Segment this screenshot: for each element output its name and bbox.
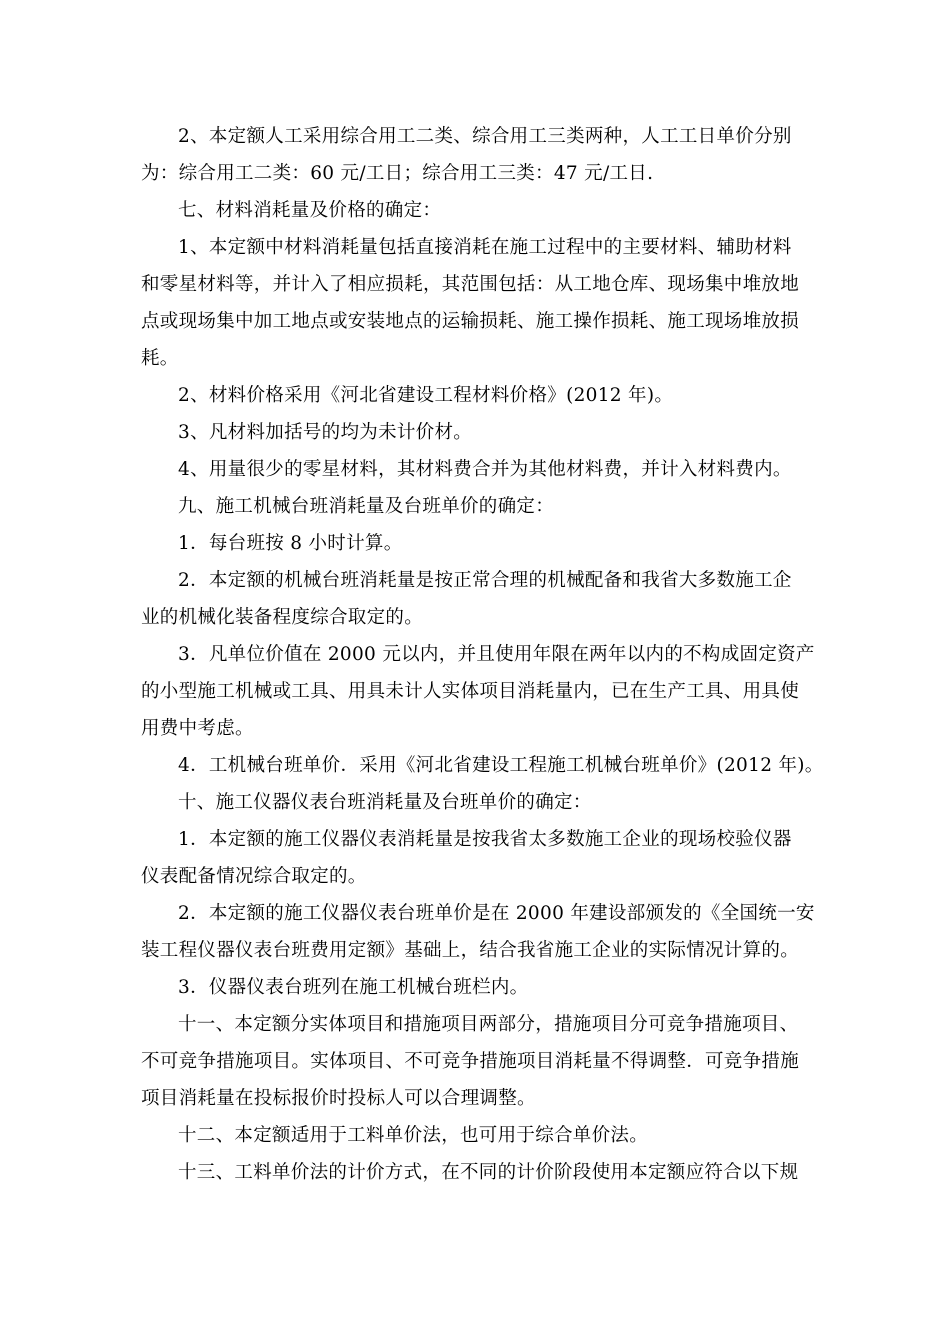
paragraph <box>141 525 821 562</box>
paragraph-first-line: 2、本定额人工采用综合用工二类、综合用工三类两种，人工工日单价分别 <box>178 126 792 147</box>
paragraph-line: 点或现场集中加工地点或安装地点的运输损耗、施工操作损耗、施工现场堆放损 <box>141 311 800 332</box>
paragraph <box>141 118 821 192</box>
paragraph <box>141 636 821 747</box>
paragraph <box>141 451 821 488</box>
paragraph-line: 业的机械化装备程度综合取定的。 <box>141 607 424 628</box>
paragraph <box>141 969 821 1006</box>
paragraph-line: 的小型施工机械或工具、用具未计人实体项目消耗量内，已在生产工具、用具使 <box>141 681 800 702</box>
paragraph-first-line: 3．凡单位价值在 2000 元以内，并且使用年限在两年以内的不构成固定资产 <box>178 644 815 665</box>
paragraph-line: 为：综合用工二类：60 元/工日；综合用工三类：47 元/工日. <box>141 163 654 184</box>
paragraph-line: 装工程仪器仪表台班费用定额》基础上，结合我省施工企业的实际情况计算的。 <box>141 940 800 961</box>
paragraph <box>141 821 821 895</box>
paragraph-first-line: 2、材料价格采用《河北省建设工程材料价格》(2012 年)。 <box>178 385 674 406</box>
paragraph <box>141 562 821 636</box>
paragraph-first-line: 十三、工料单价法的计价方式，在不同的计价阶段使用本定额应符合以下规 <box>178 1162 799 1183</box>
paragraph-first-line: 九、施工机械台班消耗量及台班单价的确定： <box>178 496 555 517</box>
paragraph <box>141 192 821 229</box>
paragraph-line: 用费中考虑。 <box>141 718 254 739</box>
paragraph-first-line: 1．本定额的施工仪器仪表消耗量是按我省太多数施工企业的现场校验仪器 <box>178 829 792 850</box>
paragraph-line: 和零星材料等，并计入了相应损耗，其范围包括：从工地仓库、现场集中堆放地 <box>141 274 800 295</box>
paragraph <box>141 229 821 377</box>
paragraph-first-line: 1、本定额中材料消耗量包括直接消耗在施工过程中的主要材料、辅助材料 <box>178 237 792 258</box>
paragraph <box>141 1006 821 1117</box>
paragraph-first-line: 2．本定额的施工仪器仪表台班单价是在 2000 年建设部颁发的《全国统一安 <box>178 903 815 924</box>
paragraph <box>141 1117 821 1154</box>
paragraph-line: 项目消耗量在投标报价时投标人可以合理调整。 <box>141 1088 536 1109</box>
paragraph <box>141 488 821 525</box>
paragraph-first-line: 2．本定额的机械台班消耗量是按正常合理的机械配备和我省大多数施工企 <box>178 570 792 591</box>
paragraph-first-line: 4、用量很少的零星材料，其材料费合并为其他材料费，并计入材料费内。 <box>178 459 792 480</box>
paragraph <box>141 377 821 414</box>
paragraph <box>141 414 821 451</box>
document-body <box>141 118 824 1191</box>
paragraph <box>141 1154 821 1191</box>
paragraph-first-line: 4．工机械台班单价．采用《河北省建设工程施工机械台班单价》(2012 年)。 <box>178 755 824 776</box>
paragraph-first-line: 十二、本定额适用于工料单价法，也可用于综合单价法。 <box>178 1125 649 1146</box>
paragraph-first-line: 1．每台班按 8 小时计算。 <box>178 533 403 554</box>
paragraph-first-line: 3．仪器仪表台班列在施工机械台班栏内。 <box>178 977 529 998</box>
paragraph <box>141 747 824 784</box>
paragraph-line: 仪表配备情况综合取定的。 <box>141 866 367 887</box>
paragraph <box>141 895 821 969</box>
paragraph-first-line: 3、凡材料加括号的均为未计价材。 <box>178 422 473 443</box>
paragraph-first-line: 十一、本定额分实体项目和措施项目两部分，措施项目分可竞争措施项目、 <box>178 1014 799 1035</box>
paragraph-first-line: 七、材料消耗量及价格的确定： <box>178 200 442 221</box>
paragraph-first-line: 十、施工仪器仪表台班消耗量及台班单价的确定： <box>178 792 592 813</box>
paragraph-line: 不可竞争措施项目。实体项目、不可竞争措施项目消耗量不得调整．可竞争措施 <box>141 1051 800 1072</box>
paragraph-line: 耗。 <box>141 348 179 369</box>
paragraph <box>141 784 821 821</box>
